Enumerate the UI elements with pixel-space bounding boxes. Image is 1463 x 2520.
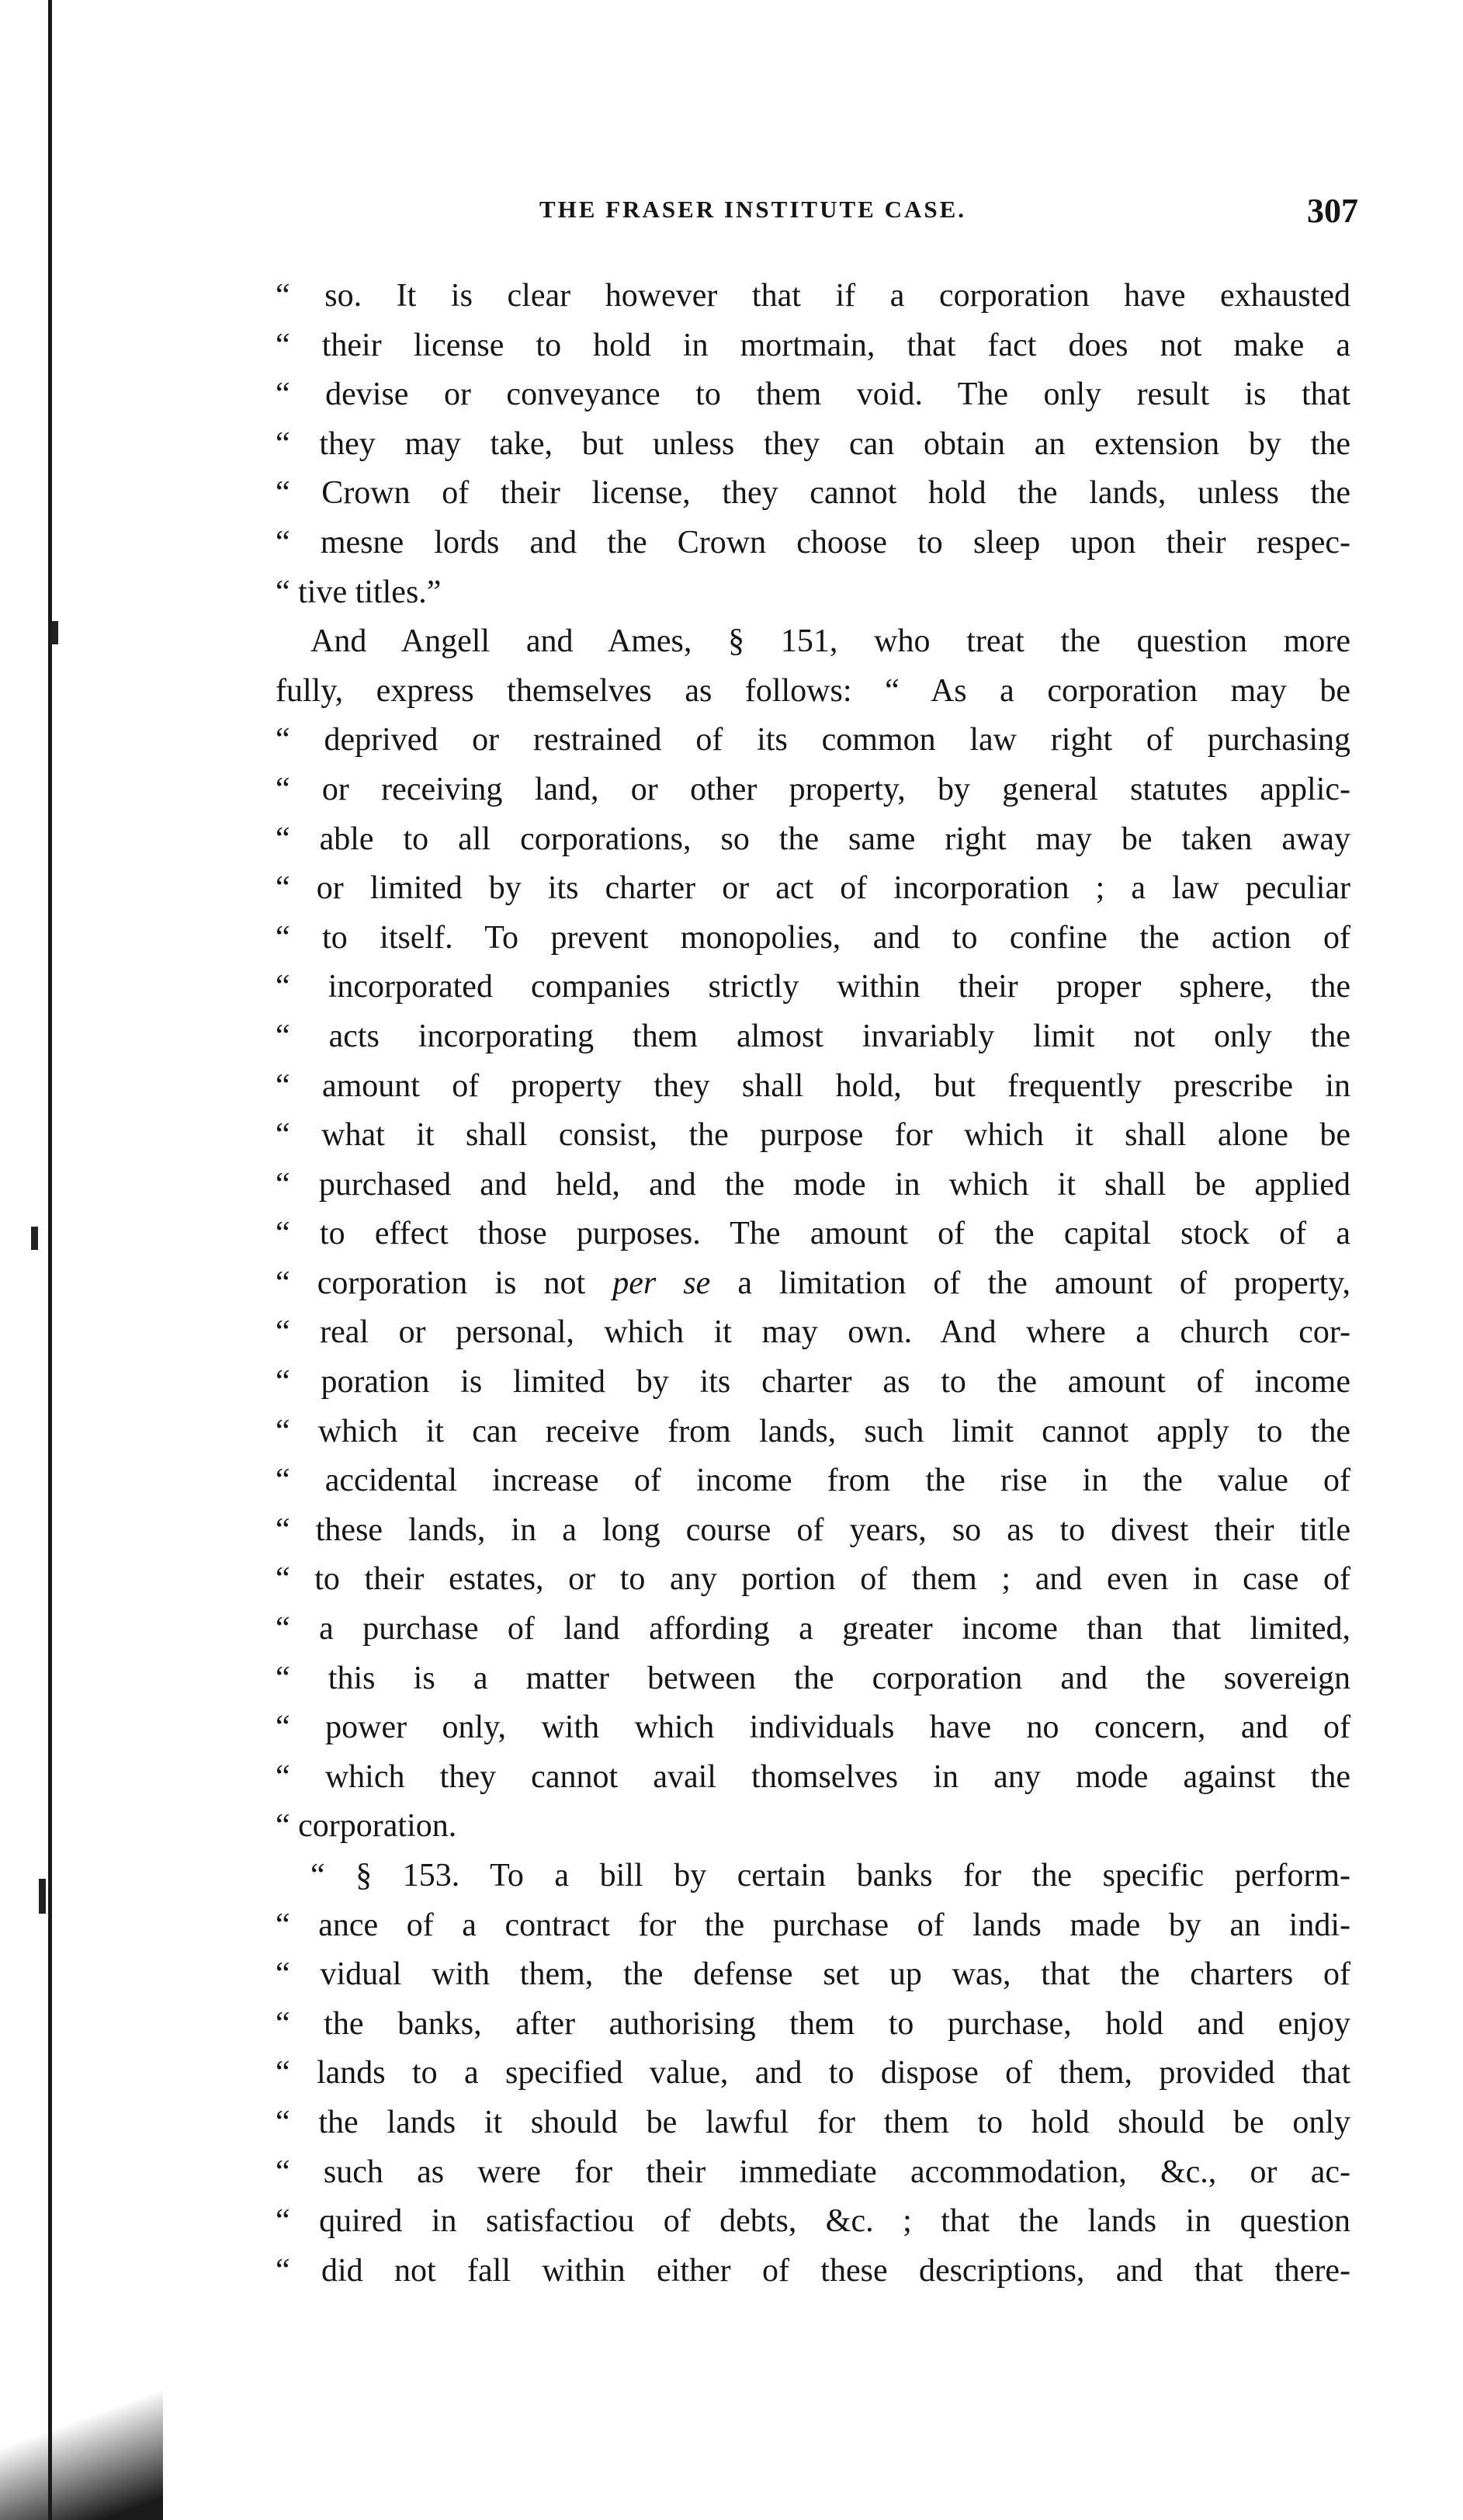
page-header (279, 191, 1358, 238)
text-line: “ power only, with which individuals have no concern, and of (276, 1710, 1350, 1746)
margin-mark (31, 1227, 38, 1250)
text-line: “ devise or conveyance to them void. The only result is that (276, 377, 1350, 413)
page-binding-edge (48, 0, 52, 2520)
text-line: “ their license to hold in mortmain, that fact does not make a (276, 327, 1350, 363)
text-line: “ corporation is not per se a limitation of the amount of property, (276, 1265, 1351, 1301)
text-line: “ quired in satisfactiou of debts, &c. ; that the lands in question (276, 2203, 1350, 2240)
text-line: fully, express themselves as follows: “ As a corporation may be (276, 672, 1350, 709)
text-line: “ what it shall consist, the purpose for which it shall alone be (276, 1117, 1350, 1154)
text-line: “ to itself. To prevent monopolies, and to confine the action of (276, 919, 1350, 956)
text-line: “ § 153. To a bill by certain banks for the specific perform- (310, 1858, 1350, 1893)
text-line: “ which it can receive from lands, such limit cannot apply to the (276, 1413, 1350, 1449)
text-line: “ which they cannot avail thomselves in any mode against the (276, 1758, 1350, 1795)
margin-mark (39, 1879, 46, 1914)
text-line: “ these lands, in a long course of years, so as to divest their title (276, 1512, 1350, 1548)
text-line: “ so. It is clear however that if a corporation have exhausted (276, 278, 1350, 314)
text-line: “ this is a matter between the corporation and the sovereign (276, 1660, 1350, 1696)
page-corner-shadow (0, 2360, 163, 2520)
text-line: “ to effect those purposes. The amount of the capital stock of a (276, 1216, 1350, 1252)
text-line: “ tive titles.” (276, 574, 442, 610)
page-number: 307 (1307, 192, 1358, 230)
text-line: “ Crown of their license, they cannot hold the lands, unless the (276, 475, 1350, 512)
text-line: “ did not fall within either of these descriptions, and that there- (276, 2252, 1350, 2289)
text-line: “ the banks, after authorising them to purchase, hold and enjoy (276, 2005, 1350, 2042)
text-line: “ acts incorporating them almost invariably limit not only the (276, 1018, 1350, 1054)
italic-phrase: per se (612, 1265, 711, 1301)
text-line: “ ance of a contract for the purchase of lands made by an indi- (276, 1907, 1350, 1943)
running-head: THE FRASER INSTITUTE CASE. (539, 196, 967, 223)
text-line: “ mesne lords and the Crown choose to sleep upon their respec- (276, 524, 1350, 561)
body-text (276, 272, 1350, 2296)
text-line: “ amount of property they shall hold, but frequently prescribe in (276, 1067, 1350, 1104)
text-line: “ or limited by its charter or act of incorporation ; a law peculiar (276, 870, 1350, 907)
text-line: “ incorporated companies strictly within their proper sphere, the (276, 969, 1350, 1005)
text-line: “ lands to a specified value, and to dispose of them, provided that (276, 2055, 1350, 2091)
text-line: “ they may take, but unless they can obtain an extension by the (276, 425, 1350, 462)
text-line: “ poration is limited by its charter as to the amount of income (276, 1364, 1350, 1401)
margin-mark (51, 621, 58, 644)
text-line: “ accidental increase of income from the rise in the value of (276, 1463, 1350, 1499)
text-line: “ purchased and held, and the mode in which it shall be applied (276, 1166, 1350, 1203)
text-line: “ the lands it should be lawful for them to hold should be only (276, 2104, 1350, 2140)
text-line: “ deprived or restrained of its common law right of purchasing (276, 722, 1350, 758)
text-line: “ real or personal, which it may own. And where a church cor- (276, 1314, 1350, 1351)
text-line: “ corporation. (276, 1808, 457, 1845)
text-line: “ or receiving land, or other property, by general statutes applic- (276, 771, 1350, 807)
text-line: “ vidual with them, the defense set up was, that the charters of (276, 1956, 1350, 1993)
text-line: “ to their estates, or to any portion of them ; and even in case of (276, 1561, 1350, 1598)
text-line: “ able to all corporations, so the same right may be taken away (276, 821, 1350, 857)
text-line: “ such as were for their immediate accommodation, &c., or ac- (276, 2154, 1350, 2190)
text-line: And Angell and Ames, § 151, who treat the question more (310, 623, 1350, 660)
text-line: “ a purchase of land affording a greater income than that limited, (276, 1611, 1350, 1647)
